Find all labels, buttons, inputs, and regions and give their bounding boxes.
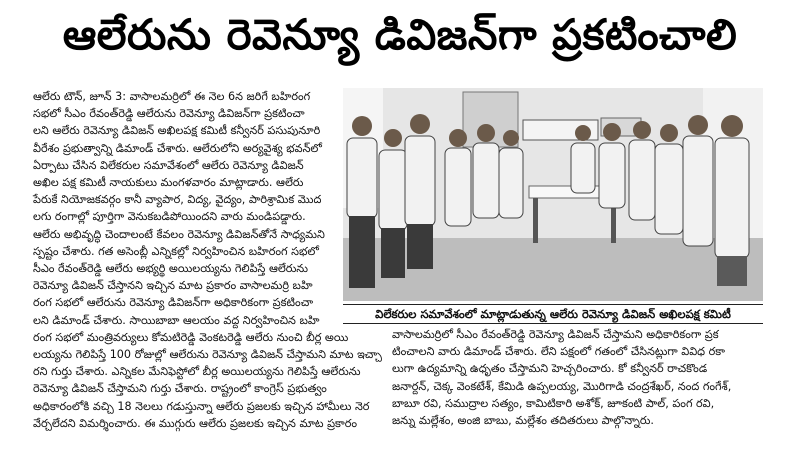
photo-caption: విలేకరుల సమావేశంలో మాట్లాడుతున్న ఆలేరు రెవెన్యూ డివిజన్ అఖిలపక్ష కమిటీ (375, 307, 731, 321)
body-line: అధికారంలోకి వచ్చి 18 నెలలు గడుస్తున్నా ఆలేరు ప్రజలకు ఇచ్చిన హామీలు నెర (33, 399, 370, 413)
body-line: బాబూ రవి, సముద్రాల సత్యం, కామిటికారి అశోక్, జూకంటి పాల్, పంగ రవి, (392, 396, 715, 410)
body-line: అఖిల పక్ష కమిటీ నాయకులు మంగళవారం మాట్లాడారు. ఆలేరు (33, 176, 304, 190)
body-line: రంగ సభలో మంత్రివర్యులు కోమటిరెడ్డి వెంకటరెడ్డి ఆలేరు నుంచి బీర్ల అయి (33, 330, 349, 344)
body-line: లగు రంగాల్లో పూర్తిగా వెనుకబడిపోయిందని వారు మండిపడ్డారు. (33, 210, 306, 224)
body-line: రని గుర్తు చేశారు. ఎన్నికల మేనిఫెస్టోలో బీర్ల అయిలయ్యను గెలిపిస్తే ఆలేరును (33, 365, 361, 379)
article-body-left-column (33, 88, 382, 460)
body-line: వాసాలమర్రిలో సీఎం రేవంత్‌రెడ్డి రెవెన్యూ డివిజన్ చేస్తామని అధికారికంగా ప్రక (392, 328, 719, 341)
body-line: ఆలేరు టౌన్, జూన్ 3: వాసాలమర్రిలో ఈ నెల 6న జరిగే బహిరంగ (33, 90, 311, 103)
body-line: జన్ను మల్లేశం, అంజి బాబు, మల్లేశం తదితరులు పాల్గొన్నారు. (392, 414, 654, 428)
body-line: టించాలని వారు డిమాండ్ చేశారు. లేని పక్షంలో గతంలో చేసినట్లుగా వివిధ రకా (392, 345, 725, 359)
body-line: లని డిమాండ్ చేశారు. సాయిబాబా ఆలయం వద్ద నిర్వహించిన బహి (33, 313, 320, 327)
body-line: రంగ సభలో ఆలేరును రెవెన్యూ డివిజన్‌గా అధికారికంగా ప్రకటించా (33, 296, 314, 310)
body-line: లని ఆలేరు రెవెన్యూ డివిజన్ అఖిలపక్ష కమిటీ కన్వీనర్ పసుపునూరి (33, 124, 321, 138)
body-line: లుగా ఉద్యమాన్ని ఉధృతం చేస్తామని హెచ్చరించారు. కో కన్వీనర్ రాచకొండ (392, 362, 708, 376)
body-line: సభలో సీఎం రేవంత్‌రెడ్డి ఆలేరును రెవెన్యూ డివిజన్‌గా ప్రకటించా (33, 107, 305, 121)
news-photo (343, 88, 763, 301)
body-line: ఆలేరు అభివృద్ధి చెందాలంటే కేవలం రెవెన్యూ డివిజన్‌తోనే సాధ్యమని (33, 227, 325, 241)
photo-caption-bar (343, 304, 763, 324)
article-headline: ఆలేరును రెవెన్యూ డివిజన్‌గా ప్రకటించాలి (62, 10, 738, 59)
body-line: స్పష్టం చేశారు. గత అసెంబ్లీ ఎన్నికల్లో నిర్వహించిన బహిరంగ సభలో (33, 244, 319, 258)
body-line: పేరుకే నియోజకవర్గం కానీ వ్యాపార, విద్య, వైద్యం, పారిశ్రామిక మొద (33, 193, 322, 207)
body-line: ఏర్పాటు చేసిన విలేకరుల సమావేశంలో ఆలేరు రెవెన్యూ డివిజన్ (33, 158, 304, 172)
body-line: వేర్చలేదని విమర్శించారు. ఈ ముగ్గురు ఆలేరు ప్రజలకు ఇచ్చిన మాట ప్రకారం (33, 416, 358, 430)
body-line: రెవెన్యూ డివిజన్ చేస్తానని ఇచ్చిన మాట ప్రకారం వాసాలమర్రి బహి (33, 279, 313, 293)
body-line: జనార్దన్, చెక్క వెంకటేశ్, కేమిడి ఉప్పలయ్య, మొరిగాడి చంద్రశేఖర్, నంద గంగేశ్, (392, 379, 732, 393)
body-line: సీఎం రేవంత్‌రెడ్డి ఆలేరు అభ్యర్థి అయిలయ్యను గెలిపిస్తే ఆలేరును (33, 262, 309, 276)
article-body-bottom-column (392, 326, 764, 461)
body-line: వీరేశం ప్రభుత్వాన్ని డిమాండ్ చేశారు. ఆలేరులోని అర్యవైశ్య భవన్‌లో (33, 141, 322, 155)
body-line: రెవెన్యూ డివిజన్ చేస్తామని గుర్తు చేశారు. రాష్ట్రంలో కాంగ్రెస్ ప్రభుత్వం (33, 382, 327, 396)
body-line: లయ్యను గెలిపిస్తే 100 రోజుల్లో ఆలేరును రెవెన్యూ డివిజన్ చేస్తామని మాట ఇచ్చా (33, 348, 382, 362)
